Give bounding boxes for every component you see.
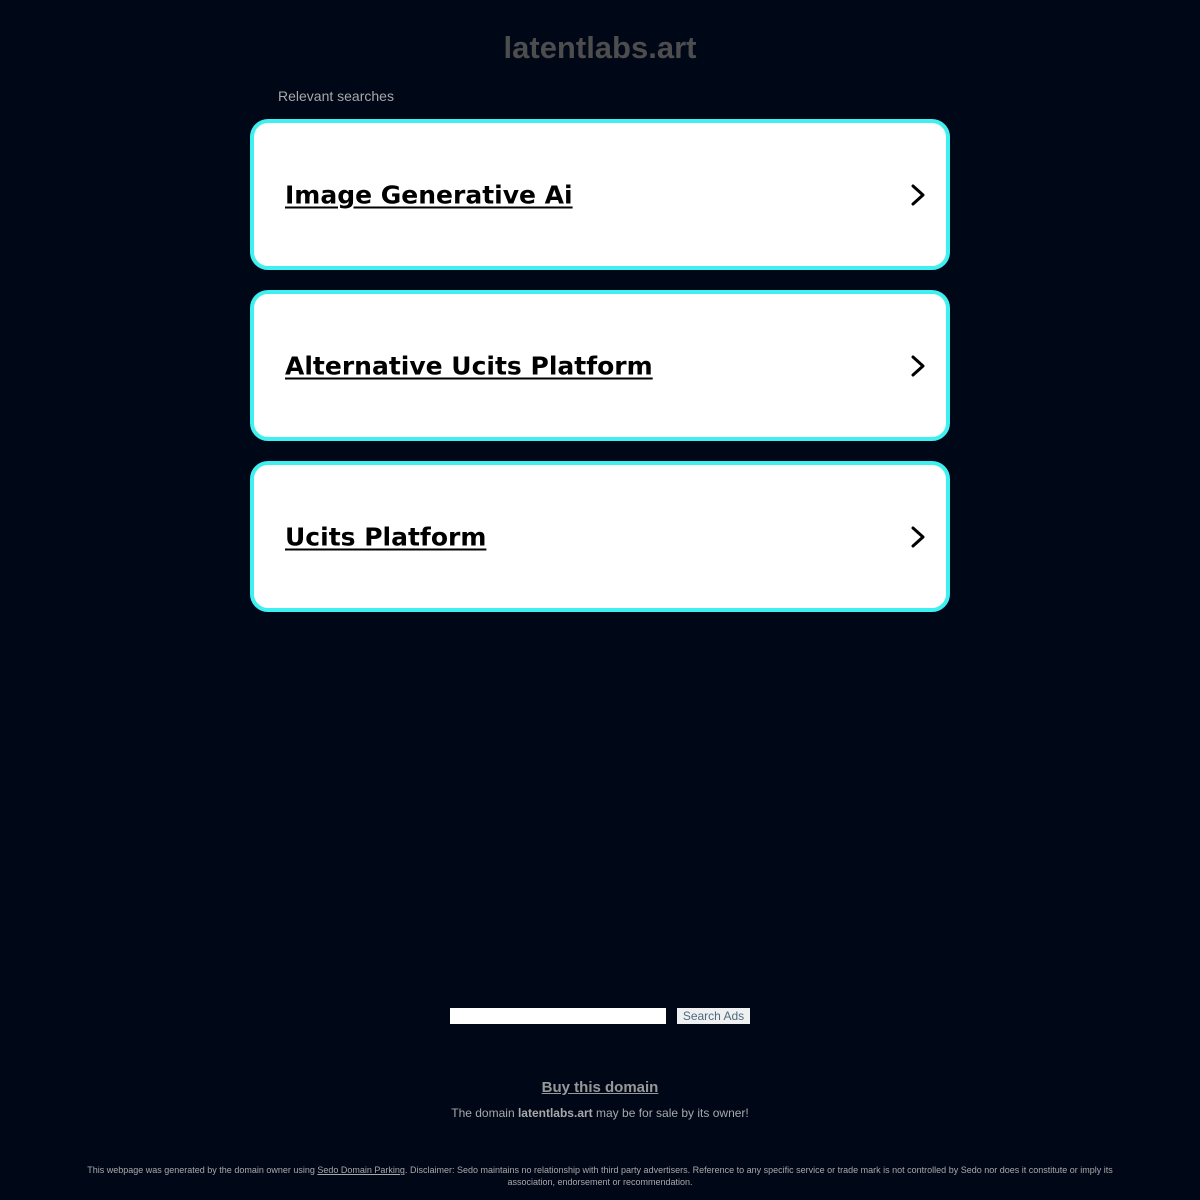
related-search-card-image-generative-ai[interactable] — [250, 119, 950, 270]
disclaimer-suffix: . Disclaimer: Sedo maintains no relationship with third party advertisers. Reference to any specific service or trade mark is not controlled by Sedo nor does it constitute or imply its association, endorsement or recommendation. — [404, 1165, 1113, 1187]
related-search-link[interactable]: Image Generative Ai — [285, 180, 573, 209]
relevant-searches-label: Relevant searches — [278, 88, 394, 104]
buy-domain-section — [0, 1079, 1200, 1097]
disclaimer-prefix: This webpage was generated by the domain owner using — [87, 1165, 315, 1175]
sedo-parking-link[interactable]: Sedo Domain Parking — [317, 1165, 405, 1175]
related-search-card-ucits-platform[interactable] — [250, 461, 950, 612]
sale-note-prefix: The domain — [451, 1106, 515, 1120]
sale-note — [0, 1106, 1200, 1121]
domain-title: latentlabs.art — [503, 30, 697, 65]
buy-domain-link[interactable]: Buy this domain — [541, 1079, 659, 1096]
related-search-link[interactable]: Alternative Ucits Platform — [285, 351, 653, 380]
related-search-list — [250, 119, 950, 632]
disclaimer — [70, 1164, 1130, 1188]
chevron-right-icon — [910, 525, 926, 549]
search-input[interactable] — [450, 1008, 666, 1024]
related-search-link[interactable]: Ucits Platform — [285, 522, 487, 551]
sale-note-suffix: may be for sale by its owner! — [596, 1106, 749, 1120]
search-ads-form — [450, 1008, 750, 1024]
chevron-right-icon — [910, 183, 926, 207]
sale-note-domain: latentlabs.art — [517, 1106, 593, 1120]
search-ads-button[interactable]: Search Ads — [677, 1008, 750, 1024]
chevron-right-icon — [910, 354, 926, 378]
related-search-card-alternative-ucits-platform[interactable] — [250, 290, 950, 441]
